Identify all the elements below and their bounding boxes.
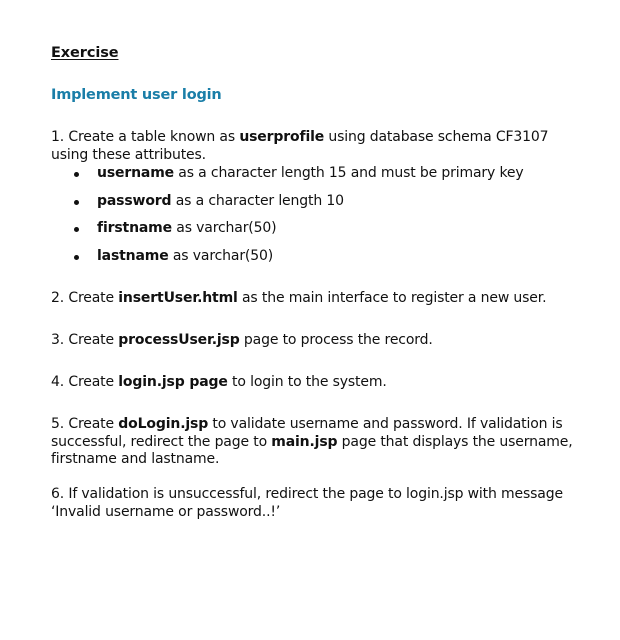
list-item (97, 193, 524, 221)
step-2-paragraph (51, 290, 581, 308)
attribute-desc: as a character length 15 and must be primary key (174, 165, 524, 181)
step-4-file: login.jsp page (118, 374, 228, 390)
bullet-icon (74, 255, 79, 260)
step-3-file: processUser.jsp (118, 332, 240, 348)
step-5-middle: to validate username and password. If validation is successful, redirect the page to (51, 416, 563, 450)
step-3-prefix: 3. Create (51, 332, 119, 348)
attribute-name: username (97, 165, 174, 181)
attribute-desc: as varchar(50) (171, 220, 277, 237)
step-6-paragraph: 6. If validation is unsuccessful, redirect the page to login.jsp with message ‘Invalid username or password..!’ (51, 486, 563, 520)
list-item (97, 248, 524, 276)
step-5-suffix: page that displays the username, firstname and lastname. (51, 433, 573, 467)
list-item (97, 220, 524, 248)
step-2-suffix: as the main interface to register a new user. (237, 290, 547, 306)
step-1-prefix: 1. Create a table known as (51, 129, 240, 145)
attribute-name: firstname (97, 220, 172, 237)
exercise-heading: Exercise (51, 45, 119, 61)
attribute-desc: as a character length 10 (171, 192, 344, 209)
step-2-prefix: 2. Create (51, 290, 119, 306)
bullet-icon (74, 172, 79, 177)
exercise-subtitle: Implement user login (51, 87, 222, 103)
attribute-list (97, 165, 524, 276)
step-5-file: doLogin.jsp (118, 416, 209, 432)
step-4-prefix: 4. Create (51, 374, 119, 390)
step-5-paragraph (51, 416, 581, 469)
step-1-table-name: userprofile (239, 129, 325, 145)
attribute-name: lastname (97, 248, 169, 265)
step-5-prefix: 5. Create (51, 416, 119, 432)
step-4-suffix: to login to the system. (227, 374, 387, 390)
step-5-file2: main.jsp (271, 433, 338, 450)
step-3-suffix: page to process the record. (239, 332, 433, 348)
step-1-paragraph (51, 129, 581, 164)
step-4-paragraph (51, 374, 581, 392)
bullet-icon (74, 200, 79, 205)
step-3-paragraph (51, 332, 581, 350)
step-2-file: insertUser.html (118, 290, 238, 306)
attribute-name: password (97, 192, 172, 209)
bullet-icon (74, 227, 79, 232)
list-item (97, 165, 524, 193)
attribute-desc: as varchar(50) (168, 248, 274, 265)
step-1-suffix: using database schema CF3107 using these attributes. (51, 129, 549, 163)
